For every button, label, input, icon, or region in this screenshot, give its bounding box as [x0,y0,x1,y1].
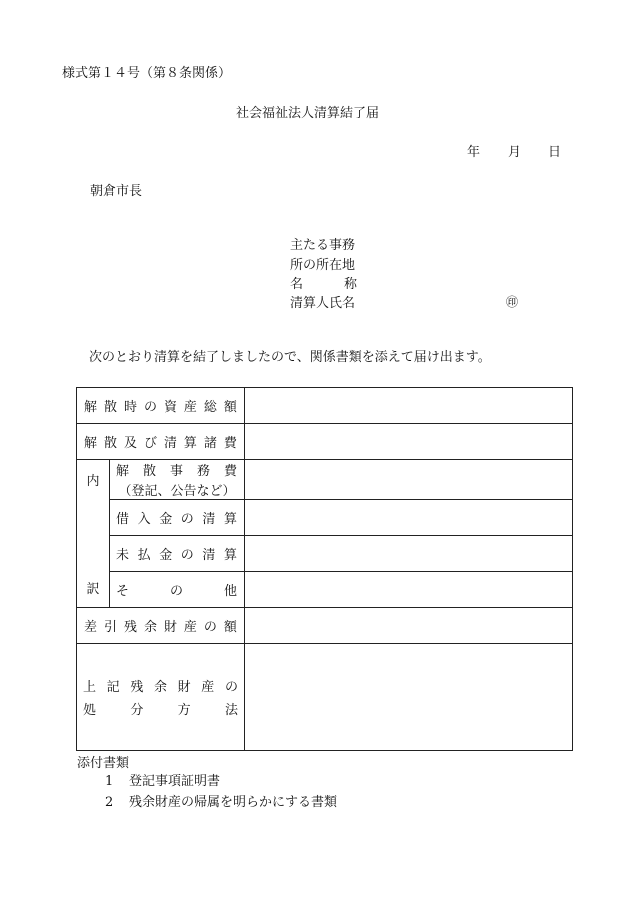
office-location-label-line2: 所の所在地 [290,258,356,273]
date-day-label: 日 [548,145,562,160]
value-unpaid-settlement[interactable] [245,536,573,572]
label-others: そ の 他 [110,572,245,608]
liquidator-name-label: 清算人氏名 [290,296,356,311]
document-title: 社会福祉法人清算結了届 [236,106,380,121]
attachment-item: 残余財産の帰属を明らかにする書類 [129,795,338,810]
label-office-expenses: 解 散 事 務 費 （登記、公告など） [110,460,245,500]
value-loan-settlement[interactable] [245,500,573,536]
breakdown-label [77,460,110,608]
value-assets-at-dissolution[interactable] [245,388,573,424]
label-dissolution-expenses: 解 散 及 び 清 算 諸 費 [77,424,245,460]
value-office-expenses[interactable] [245,460,573,500]
attachment-item: 登記事項証明書 [129,774,221,789]
liquidation-table [76,387,573,751]
office-expenses-note: （登記、公告など） [118,484,236,499]
label-assets-at-dissolution: 解 散 時 の 資 産 総 額 [77,388,245,424]
attachment-number: 2 [105,795,114,810]
value-residual-amount[interactable] [245,608,573,644]
breakdown-label-bottom: 訳 [86,582,100,597]
attachment-number: 1 [105,774,114,789]
statement-text: 次のとおり清算を結了しましたので、関係書類を添えて届け出ます。 [89,350,491,365]
label-unpaid-settlement: 未 払 金 の 清 算 [110,536,245,572]
date-month-label: 月 [508,145,522,160]
office-location-label-line1: 主たる事務 [290,238,356,253]
label-loan-settlement: 借 入 金 の 清 算 [110,500,245,536]
value-disposal-method[interactable] [245,644,573,751]
breakdown-label-top: 内 [86,474,100,489]
addressee: 朝倉市長 [90,184,143,199]
seal-mark: ㊞ [506,295,519,309]
date-year-label: 年 [467,145,481,160]
value-others[interactable] [245,572,573,608]
label-residual-amount: 差 引 残 余 財 産 の 額 [77,608,245,644]
value-dissolution-expenses[interactable] [245,424,573,460]
attachments-title: 添付書類 [77,756,130,771]
name-label-char-1: 名 [290,277,304,292]
form-number: 様式第１４号（第８条関係） [62,66,232,81]
label-disposal-method: 上 記 残 余 財 産 の 処 分 方 法 [77,644,245,751]
name-label-char-2: 称 [344,277,358,292]
